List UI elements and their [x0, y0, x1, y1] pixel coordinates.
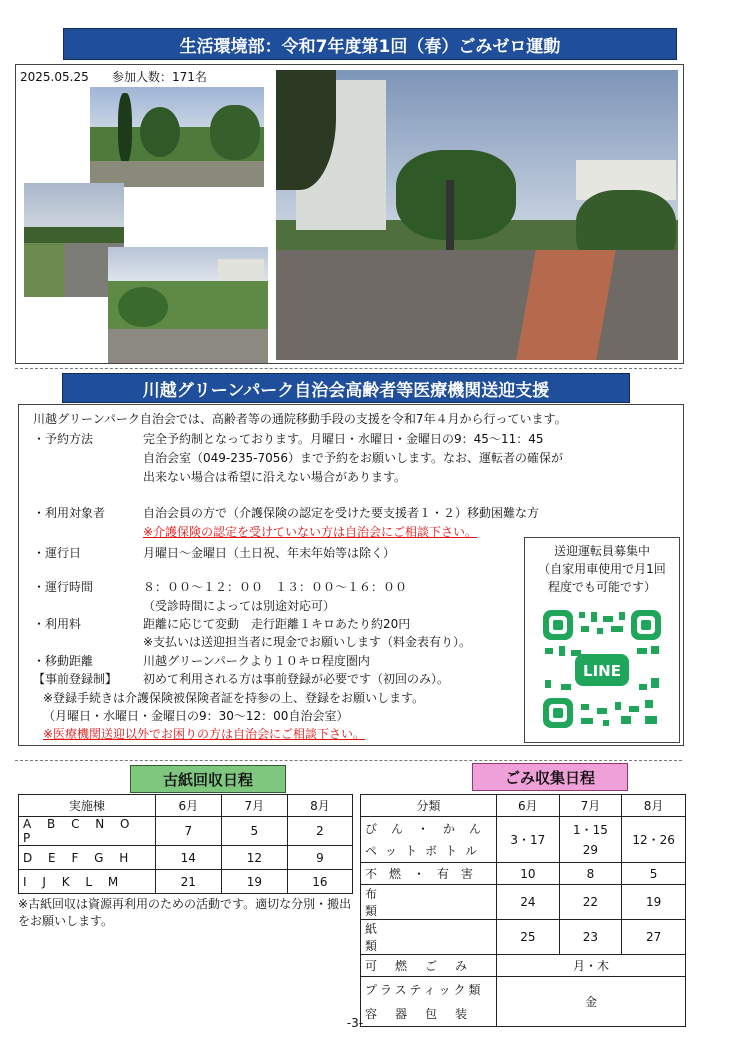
- fee-note: ※支払いは送迎担当者に現金でお願いします（料金表有り）。: [143, 635, 472, 649]
- photo-main-cleanup: [276, 70, 678, 360]
- register-label: 【事前登録制】: [33, 672, 118, 686]
- garbage-collection-title: ごみ収集日程: [504, 768, 595, 787]
- plastic-day: 金: [497, 977, 686, 1027]
- hours-label: ・運行時間: [33, 580, 94, 594]
- days-label: ・運行日: [33, 546, 82, 560]
- bottom-note: ※医療機関送迎以外でお困りの方は自治会にご相談下さい。: [43, 727, 366, 741]
- hours-text: ８：００～１２：００ １３：００～１６：００: [143, 580, 408, 594]
- section2-banner: [62, 373, 630, 403]
- cloth-jun: 24: [497, 885, 560, 920]
- paper-note: ※古紙回収は資源再利用のための活動です。適切な分別・搬出をお願いします。: [18, 897, 352, 928]
- garbage-header-jul: 7月: [559, 795, 622, 817]
- reservation-label: ・予約方法: [33, 432, 94, 446]
- page-number: -3-: [346, 1016, 364, 1030]
- garbage-header-jun: 6月: [497, 795, 560, 817]
- table-row: [361, 863, 686, 885]
- garbage-header-category: 分類: [361, 795, 497, 817]
- table-row: [19, 817, 353, 846]
- paper-date: 12: [221, 846, 287, 870]
- paper-type-jul: 23: [559, 920, 622, 955]
- fee-label: ・利用料: [33, 617, 82, 631]
- transport-box: [18, 404, 684, 746]
- paper-date: 16: [287, 870, 352, 894]
- table-row: [361, 817, 686, 863]
- table-row: [361, 885, 686, 920]
- divider-2: [15, 760, 682, 761]
- register-note-2: （月曜日・水曜日・金曜日の9：30～12：00自治会室）: [43, 709, 349, 723]
- nonburn-jun: 10: [497, 863, 560, 885]
- paper-header-jul: 7月: [221, 795, 287, 817]
- paper-date: 7: [155, 817, 221, 846]
- bin-jun: 3・17: [497, 817, 560, 863]
- garbage-header-aug: 8月: [622, 795, 686, 817]
- fee-text: 距離に応じて変動 走行距離１キロあたり約20円: [143, 617, 411, 631]
- event-date: 2025.05.25: [20, 70, 89, 84]
- paper-type-jun: 25: [497, 920, 560, 955]
- section1-banner: [63, 28, 677, 60]
- section1-title: 生活環境部：令和7年度第1回（春）ごみゼロ運動: [179, 36, 561, 57]
- bin-jul-1: 1・15: [572, 822, 608, 837]
- photo-frame: [15, 64, 684, 364]
- paper-collection-tab: [130, 765, 286, 793]
- photo-park-cleanup-2: [108, 247, 268, 363]
- eligible-label: ・利用対象者: [33, 506, 106, 520]
- table-row: [361, 920, 686, 955]
- distance-text: 川越グリーンパークより１０キロ程度圏内: [143, 654, 370, 668]
- paper-date: 14: [155, 846, 221, 870]
- paper-date: 19: [221, 870, 287, 894]
- register-text: 初めて利用される方は事前登録が必要です（初回のみ）。: [143, 672, 450, 686]
- nonburn-label: 不燃・有害: [361, 863, 497, 885]
- paper-header-jun: 6月: [155, 795, 221, 817]
- bin-can-label: びん・かん: [365, 821, 496, 836]
- nonburn-aug: 5: [622, 863, 686, 885]
- table-row: [19, 846, 353, 870]
- hours-note: （受診時間によっては別途対応可）: [143, 599, 336, 613]
- paper-type-aug: 27: [622, 920, 686, 955]
- eligible-text: 自治会員の方で（介護保険の認定を受けた要支援者１・２）移動困難な方: [143, 506, 540, 520]
- cloth-label: 布 類: [361, 885, 497, 920]
- pet-bottle-label: ペットボトル: [365, 843, 486, 858]
- recruit-line-3: 程度でも可能です）: [547, 580, 656, 594]
- reservation-line-2: 自治会室（049-235-7056）まで予約をお願いします。なお、運転者の確保が: [143, 451, 564, 465]
- paper-header-building: 実施棟: [19, 795, 156, 817]
- nonburn-jul: 8: [559, 863, 622, 885]
- recruit-line-2: （自家用車使用で月1回: [538, 562, 666, 576]
- section2-title: 川越グリーンパーク自治会高齢者等医療機関送迎支援: [142, 380, 550, 401]
- paper-building: D E F G H: [19, 846, 156, 870]
- bin-aug: 12・26: [622, 817, 686, 863]
- table-row: [19, 870, 353, 894]
- plastic-label-2: 容器包装: [365, 1006, 486, 1021]
- paper-date: 5: [221, 817, 287, 846]
- recruit-line-1: 送迎運転員募集中: [553, 544, 650, 558]
- divider: [15, 368, 682, 369]
- paper-date: 9: [287, 846, 352, 870]
- register-note-1: ※登録手続きは介護保険被保険者証を持参の上、登録をお願いします。: [43, 691, 425, 705]
- eligible-note: ※介護保険の認定を受けていない方は自治会にご相談下さい。: [143, 525, 478, 539]
- line-qr-code[interactable]: [541, 608, 663, 730]
- paper-building: I J K L M: [19, 870, 156, 894]
- participant-count: 参加人数：171名: [112, 70, 207, 84]
- recruit-box: [524, 537, 680, 743]
- paper-type-label: 紙 類: [361, 920, 497, 955]
- reservation-line-1: 完全予約制となっております。月曜日・水曜日・金曜日の9：45～11：45: [143, 432, 544, 446]
- table-row: [361, 955, 686, 977]
- paper-collection-table: [18, 794, 353, 894]
- paper-collection-title: 古紙回収日程: [162, 770, 253, 789]
- paper-date: 21: [155, 870, 221, 894]
- garbage-collection-table: [360, 794, 686, 1027]
- intro-text: 川越グリーンパーク自治会では、高齢者等の通院移動手段の支援を令和7年４月から行っています。: [33, 412, 567, 426]
- plastic-label-1: プラスティック類: [365, 982, 484, 997]
- cloth-aug: 19: [622, 885, 686, 920]
- garbage-collection-tab: [472, 763, 628, 791]
- paper-building: A B C N O P: [19, 817, 156, 846]
- burnable-days: 月・木: [497, 955, 686, 977]
- paper-header-aug: 8月: [287, 795, 352, 817]
- qr-line-label: LINE: [583, 662, 621, 680]
- days-text: 月曜日～金曜日（土日祝、年末年始等は除く）: [143, 546, 396, 560]
- reservation-line-3: 出来ない場合は希望に沿えない場合があります。: [143, 470, 407, 484]
- bin-jul-2: 29: [582, 842, 599, 857]
- cloth-jul: 22: [559, 885, 622, 920]
- photo-park-cleanup-1: [90, 87, 264, 187]
- paper-date: 2: [287, 817, 352, 846]
- burnable-label: 可燃ごみ: [361, 955, 497, 977]
- distance-label: ・移動距離: [33, 654, 94, 668]
